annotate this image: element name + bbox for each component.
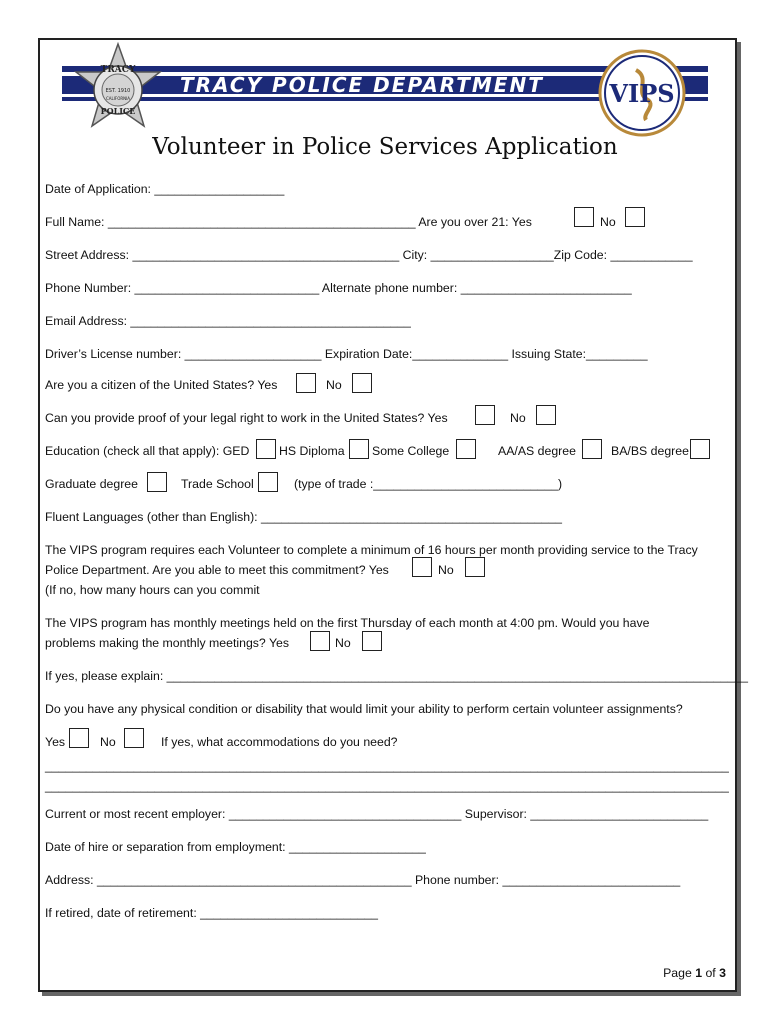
trade-type-field[interactable]: (type of trade :___________________________) xyxy=(294,477,563,491)
full-name-line[interactable]: Full Name: _____________________________________________ Are you over 21: Yes xyxy=(45,215,532,229)
education-aa-label: AA/AS degree xyxy=(498,444,576,458)
trade-school-checkbox[interactable] xyxy=(258,472,278,492)
over-21-no-label: No xyxy=(600,215,616,229)
legal-work-no-checkbox[interactable] xyxy=(536,405,556,425)
education-hs-label: HS Diploma xyxy=(279,444,345,458)
education-ba-checkbox[interactable] xyxy=(690,439,710,459)
meetings-no-label: No xyxy=(335,636,351,650)
over-21-no-checkbox[interactable] xyxy=(625,207,645,227)
fluent-languages-line[interactable]: Fluent Languages (other than English): ____________________________________________ xyxy=(45,510,562,524)
page-label: Page xyxy=(663,966,692,980)
vips-logo xyxy=(596,48,688,138)
vips-requirement-text-2: Police Department. Are you able to meet this commitment? Yes xyxy=(45,563,389,577)
graduate-degree-label: Graduate degree xyxy=(45,477,138,491)
citizen-yes-checkbox[interactable] xyxy=(296,373,316,393)
accommodations-blank-line-2[interactable]: ____________________________________________________________________________________________________ xyxy=(45,779,729,793)
retirement-date-line[interactable]: If retired, date of retirement: __________________________ xyxy=(45,906,378,920)
date-of-application[interactable]: Date of Application: ___________________ xyxy=(45,182,285,196)
badge-est-text: EST. 1910 xyxy=(105,88,131,94)
citizen-no-label: No xyxy=(326,378,342,392)
hours-commit-line[interactable]: (If no, how many hours can you commit xyxy=(45,583,260,597)
over-21-yes-checkbox[interactable] xyxy=(574,207,594,227)
physical-condition-question: Do you have any physical condition or disability that would limit your ability to perform certain volunteer assignments? xyxy=(45,702,683,716)
page-footer xyxy=(663,966,726,980)
meetings-text-2: problems making the monthly meetings? Yes xyxy=(45,636,290,650)
employer-address-line[interactable]: Address: ______________________________________________ Phone number: __________________________ xyxy=(45,873,681,887)
police-badge-logo xyxy=(72,42,164,138)
explain-line[interactable]: If yes, please explain: _____________________________________________________________________________________ xyxy=(45,669,748,683)
commitment-no-checkbox[interactable] xyxy=(465,557,485,577)
badge-top-text: TRACY xyxy=(100,65,136,75)
commitment-yes-checkbox[interactable] xyxy=(412,557,432,577)
graduate-degree-checkbox[interactable] xyxy=(147,472,167,492)
street-address-line[interactable]: Street Address: _______________________________________ City: __________________Zip Code: ____________ xyxy=(45,248,693,262)
education-some-college-checkbox[interactable] xyxy=(456,439,476,459)
page-of: of xyxy=(705,966,716,980)
legal-work-no-label: No xyxy=(510,411,526,425)
vips-logo-text: VIPS xyxy=(609,79,675,108)
education-aa-checkbox[interactable] xyxy=(582,439,602,459)
employer-line[interactable]: Current or most recent employer: __________________________________ Supervisor: __________________________ xyxy=(45,807,709,821)
badge-bottom-text: POLICE xyxy=(100,106,136,116)
page-total: 3 xyxy=(719,966,726,980)
physical-no-checkbox[interactable] xyxy=(124,728,144,748)
physical-yes-label: Yes xyxy=(45,735,66,749)
drivers-license-line[interactable]: Driver’s License number: ____________________ Expiration Date:______________ Issuing State:_________ xyxy=(45,347,648,361)
phone-number-line[interactable]: Phone Number: ___________________________ Alternate phone number: _________________________ xyxy=(45,281,632,295)
page-number: 1 xyxy=(695,966,703,980)
legal-work-question: Can you provide proof of your legal right to work in the United States? Yes xyxy=(45,411,448,425)
physical-no-label: No xyxy=(100,735,116,749)
physical-yes-checkbox[interactable] xyxy=(69,728,89,748)
form-title: Volunteer in Police Services Application xyxy=(152,134,618,160)
trade-school-label: Trade School xyxy=(181,477,254,491)
education-ged-checkbox[interactable] xyxy=(256,439,276,459)
accommodations-blank-line-1[interactable]: ____________________________________________________________________________________________________ xyxy=(45,759,729,773)
education-ba-label: BA/BS degree xyxy=(611,444,689,458)
citizen-question: Are you a citizen of the United States? Yes xyxy=(45,378,278,392)
vips-requirement-text-1: The VIPS program requires each Volunteer to complete a minimum of 16 hours per month providing service to the Tracy xyxy=(45,543,698,557)
education-hs-checkbox[interactable] xyxy=(349,439,369,459)
education-question: Education (check all that apply): GED xyxy=(45,444,250,458)
banner-title: TRACY POLICE DEPARTMENT xyxy=(180,73,544,97)
legal-work-yes-checkbox[interactable] xyxy=(475,405,495,425)
education-some-college-label: Some College xyxy=(372,444,450,458)
badge-city-text: CALIFORNIA xyxy=(105,96,131,101)
accommodations-question: If yes, what accommodations do you need? xyxy=(161,735,398,749)
meetings-text-1: The VIPS program has monthly meetings held on the first Thursday of each month at 4:00 pm. Would you have xyxy=(45,616,650,630)
meetings-yes-checkbox[interactable] xyxy=(310,631,330,651)
hire-date-line[interactable]: Date of hire or separation from employment: ____________________ xyxy=(45,840,426,854)
commitment-no-label: No xyxy=(438,563,454,577)
meetings-no-checkbox[interactable] xyxy=(362,631,382,651)
citizen-no-checkbox[interactable] xyxy=(352,373,372,393)
email-address-line[interactable]: Email Address: _________________________________________ xyxy=(45,314,411,328)
